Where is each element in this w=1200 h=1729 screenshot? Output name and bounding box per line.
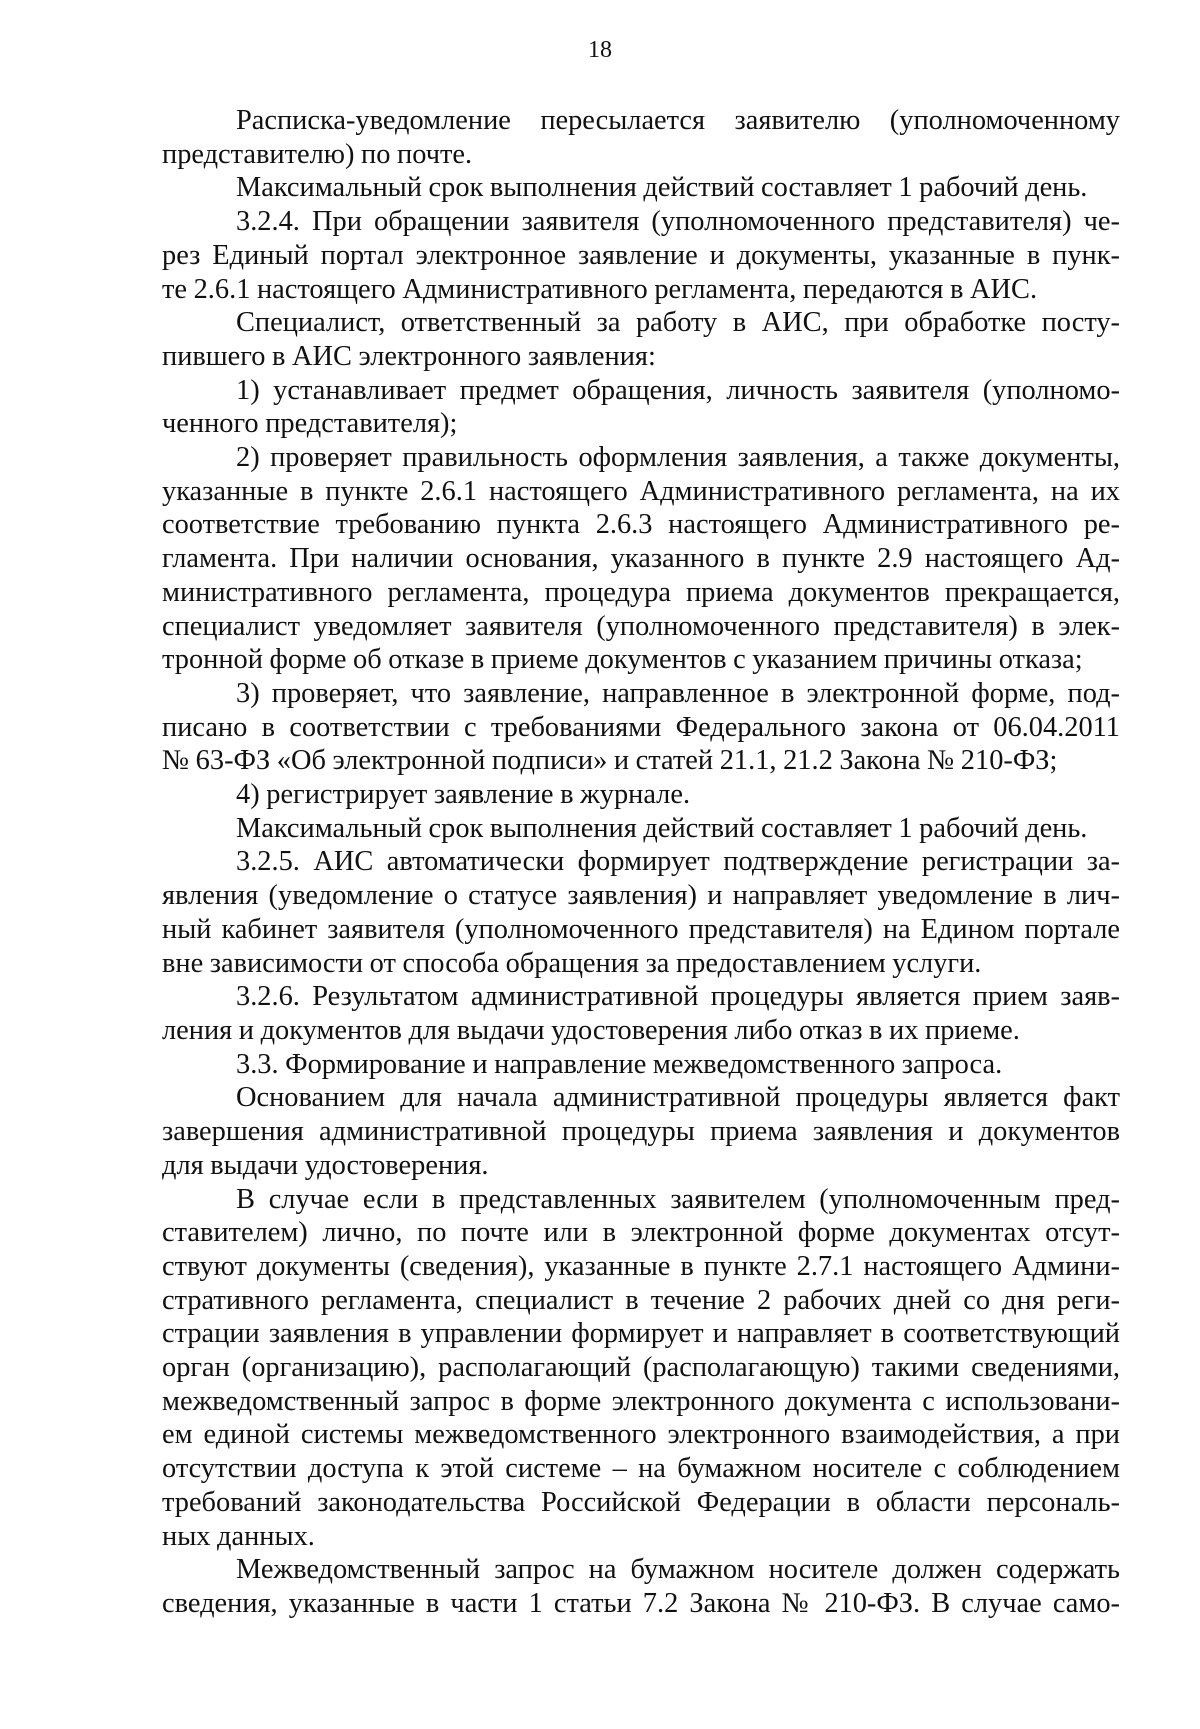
text-line: требований законодательства Российской Федерации в области персональ- — [162, 1486, 1120, 1518]
text-line: ных данных. — [162, 1520, 315, 1552]
text-line: указанные в пункте 2.6.1 настоящего Административного регламента, на их — [162, 475, 1120, 507]
text-line: сведения, указанные в части 1 статьи 7.2 Закона № 210-ФЗ. В случае само- — [162, 1587, 1120, 1619]
text-line: страции заявления в управлении формирует и направляет в соответствующий — [162, 1318, 1120, 1350]
text-line: 3.2.4. При обращении заявителя (уполномоченного представителя) че- — [236, 206, 1120, 238]
text-line: писано в соответствии с требованиями Федерального закона от 06.04.2011 — [162, 711, 1120, 743]
text-line: № 63-ФЗ «Об электронной подписи» и статей 21.1, 21.2 Закона № 210-ФЗ; — [162, 745, 1058, 777]
text-line: ставителем) лично, по почте или в электронной форме документах отсут- — [162, 1217, 1120, 1249]
text-line: Расписка-уведомление пересылается заявителю (уполномоченному — [236, 105, 1120, 136]
text-line: специалист уведомляет заявителя (уполномоченного представителя) в элек- — [162, 610, 1120, 642]
text-line: вне зависимости от способа обращения за предоставлением услуги. — [162, 947, 982, 979]
text-line: рез Единый портал электронное заявление и документы, указанные в пунк- — [162, 239, 1120, 271]
text-line: 4) регистрирует заявление в журнале. — [236, 779, 691, 811]
text-line: 1) устанавливает предмет обращения, личность заявителя (уполномо- — [236, 374, 1120, 406]
text-line: межведомственный запрос в форме электронного документа с использовани- — [162, 1385, 1120, 1417]
text-line: представителю) по почте. — [162, 138, 473, 170]
text-line: ченного представителя); — [162, 408, 458, 440]
text-line: тронной форме об отказе в приеме документов с указанием причины отказа; — [162, 644, 1083, 676]
text-line: 2) проверяет правильность оформления заявления, а также документы, — [236, 442, 1120, 474]
text-line: 3) проверяет, что заявление, направленное в электронной форме, под- — [236, 677, 1120, 709]
text-line: гламента. При наличии основания, указанного в пункте 2.9 настоящего Ад- — [162, 543, 1120, 575]
text-line: Максимальный срок выполнения действий составляет 1 рабочий день. — [236, 172, 1088, 204]
text-line: 3.3. Формирование и направление межведомственного запроса. — [236, 1048, 1003, 1080]
text-line: ем единой системы межведомственного электронного взаимодействия, а при — [162, 1419, 1120, 1451]
text-line: соответствие требованию пункта 2.6.3 настоящего Административного ре- — [162, 509, 1120, 541]
text-line: ления и документов для выдачи удостоверения либо отказ в их приеме. — [162, 1014, 1020, 1046]
text-line: Межведомственный запрос на бумажном носителе должен содержать — [236, 1554, 1120, 1586]
text-line: В случае если в представленных заявителем (уполномоченным пред- — [236, 1183, 1120, 1215]
text-line: 3.2.5. АИС автоматически формирует подтверждение регистрации за- — [236, 846, 1120, 878]
text-line: орган (организацию), располагающий (располагающую) такими сведениями, — [162, 1352, 1120, 1384]
text-line: пившего в АИС электронного заявления: — [162, 340, 656, 372]
text-line: Специалист, ответственный за работу в АИС, при обработке посту- — [236, 307, 1120, 339]
text-line: для выдачи удостоверения. — [162, 1149, 489, 1181]
text-line: Максимальный срок выполнения действий составляет 1 рабочий день. — [236, 812, 1088, 844]
text-line: Основанием для начала административной процедуры является факт — [236, 1082, 1120, 1114]
text-line: министративного регламента, процедура приема документов прекращается, — [162, 576, 1120, 608]
text-line: 3.2.6. Результатом административной процедуры является прием заяв- — [236, 981, 1120, 1013]
text-line: ный кабинет заявителя (уполномоченного представителя) на Едином портале — [162, 913, 1120, 945]
page-number: 18 — [588, 37, 612, 63]
text-line: явления (уведомление о статусе заявления) и направляет уведомление в лич- — [162, 880, 1120, 912]
text-line: отсутствии доступа к этой системе – на бумажном носителе с соблюдением — [162, 1453, 1120, 1485]
text-line: ствуют документы (сведения), указанные в пункте 2.7.1 настоящего Админи- — [162, 1250, 1120, 1282]
text-line: те 2.6.1 настоящего Административного регламента, передаются в АИС. — [162, 273, 1038, 305]
document-body — [162, 104, 1120, 1621]
text-line: стративного регламента, специалист в течение 2 рабочих дней со дня реги- — [162, 1284, 1120, 1316]
text-line: завершения административной процедуры приема заявления и документов — [162, 1116, 1120, 1148]
